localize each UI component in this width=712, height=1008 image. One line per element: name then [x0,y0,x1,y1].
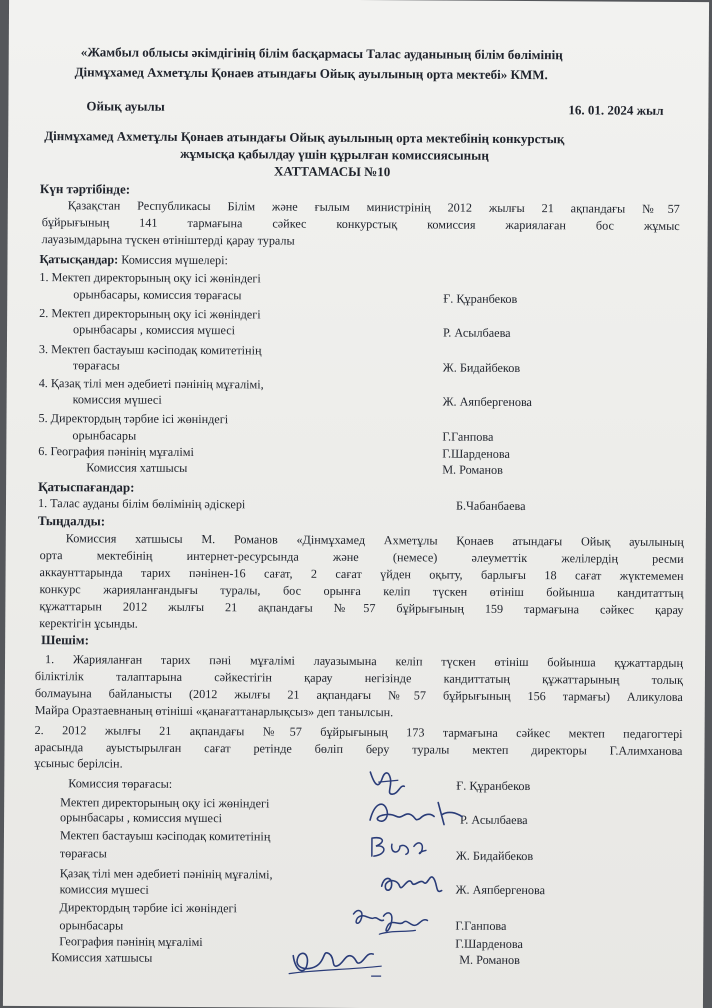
attendee-role: Комиссия хатшысы [86,460,188,475]
decision-line: 2. 2012 жылғы 21 ақпандағы №57 бұйрығының 173 тармағына сәйкес мектеп педагогтері [34,723,683,741]
heard-line: аккаунттарында тарих пәнінен-16 сағат, 2 сағат үйден оқыту, барлығы 18 сағат жүктемемен [39,565,684,584]
attendee-name: Г.Ганпова [442,429,494,444]
agenda-label: Күн тәртібінде: [39,181,131,197]
decision-line: 1. Жарияланған тарих пәні мұғалімі лауазымына келіп түскен өтініш бойынша құжаттардың [45,652,684,671]
attendee-name: Ж. Аяпбергенова [442,394,533,410]
absent-label: Қатыспағандар: [38,479,135,495]
heard-line: Комиссия хатшысы М. Романов «Дінмұхамед Ахметұлы Қонаев атындағы Ойық ауылының [65,531,684,550]
sign-name: М. Романов [459,952,520,968]
absent-name: Б.Чабанбаева [455,498,526,514]
attendee-role: 4. Қазақ тілі мен әдебиеті пәнінің мұғалімі, [38,376,264,392]
decision-label: Шешім: [41,632,90,648]
attendee-role: орынбасары [72,428,137,443]
attendees-label: Қатысқандар: [39,252,119,267]
sign-name: Р. Асылбаева [460,812,528,828]
title-protocol: ХАТТАМАСЫ №10 [273,163,391,180]
attendee-name: Р. Асылбаева [443,325,511,340]
document-page [3,0,709,1008]
sign-role: География пәнінің мұғалімі [59,934,203,950]
signature-bidaibekov [366,830,436,866]
sign-name: Ж. Аяпбергенова [455,882,546,898]
attendee-name: Г.Шарденова [442,446,510,461]
org-header-line2: Дінмұхамед Ахметұлы Қонаев атындағы Ойық ауылының орта мектебі» КММ. [74,64,548,83]
org-header-line1: «Жамбыл облысы әкімдігінің білім басқармасы Талас ауданының білім бөлімінің [80,44,563,63]
title-line1: Дінмұхамед Ахметұлы Қонаев атындағы Ойық ауылының орта мектебінің конкурстық [44,128,565,147]
sign-role: орынбасары [59,918,124,933]
title-line2: жұмысқа қабылдау үшін құрылған комиссиясының [180,145,489,163]
signature-asylbayeva [364,794,474,835]
place: Ойық ауылы [86,98,165,114]
date: 16. 01. 2024 жыл [568,102,664,118]
sign-role: орынбасары , комиссия мүшесі [60,810,223,826]
sign-name: Г.Шарденова [455,936,523,952]
attendee-role: 6. География пәнінің мұғалімі [38,444,194,460]
attendees-sub: Комиссия мүшелері: [118,252,228,268]
attendees-heading [39,252,227,268]
sign-name: Ж. Бидайбеков [455,848,534,864]
sign-role: Мектеп бастауыш кәсіподақ комитетінің [59,828,271,844]
sign-role: Директордың тәрбие ісі жөніндегі [59,900,238,916]
heard-line: құжаттарын 2012 жылғы 21 ақпандағы №57 бұйрығының 159 тармағына сәйкес қарау [39,599,684,618]
heard-line: орта мектебінің интернет-ресурсында және (немесе) әлеуметтік желілердің ресми [39,548,684,567]
sign-role: төрағасы [59,846,107,861]
decision-line: ұсыныс берілсін. [34,756,123,771]
sign-role: Комиссия төрағасы: [68,776,173,791]
sign-role: Мектеп директорының оқу ісі жөніндегі [60,795,270,811]
attendee-name: Ж. Бидайбеков [442,360,521,375]
absent-item: 1. Талас ауданы білім бөлімінің әдіскері [37,496,246,512]
agenda-line: Қазақстан Республикасы Білім және ғылым министрінің 2012 жылғы 21 ақпандағы №57 [67,198,680,216]
sign-role: комиссия мүшесі [59,882,149,897]
attendee-role: орынбасары , комиссия мүшесі [73,322,236,338]
decision-line: арасында ауыстырылған сағат ретінде бөліп беру туралы мектеп директоры Г.Алимханова [34,740,683,758]
signature-ayapbergenova [376,866,450,900]
attendee-role: 2. Мектеп директорының оқу ісі жөніндегі [39,306,261,322]
heard-label: Тыңдалды: [37,513,106,529]
agenda-line: бұйрығының 141 тармағына сәйкес конкурстық комиссия жариялаған бос жұмыс [41,215,680,233]
signature-romanov [285,936,395,987]
sign-role: Комиссия хатшысы [51,950,153,965]
sign-name: Ғ. Құранбеков [456,778,531,794]
attendee-role: 5. Директордың тәрбие ісі жөніндегі [38,411,229,427]
attendee-role: 3. Мектеп бастауыш кәсіподақ комитетінің [38,342,262,358]
attendee-name: Ғ. Құранбеков [443,291,518,306]
attendee-role: төрағасы [72,358,120,373]
decision-line: біліктілік талаптарына сәйкестігін қарау негізінде кандиттатың құжаттарының толық [34,669,683,688]
attendee-role: комиссия мүшесі [72,392,162,407]
agenda-line: лауазымдарына түскен өтініштерді қарау туралы [41,232,295,248]
heard-line: керектігін ұсынды. [39,616,138,631]
attendee-name: М. Романов [442,462,503,477]
decision-line: болмауына байланысты (2012 жылғы 21 ақпандағы №57 бұйрығының 156 тармағы) Аликулова [34,686,683,704]
sign-name: Г.Ганпова [455,918,507,933]
decision-line: Майра Оразтаевнаның өтініші «қанағаттанарлықсыз» деп танылсын. [34,703,394,720]
heard-line: конкурс жарияланғандығы туралы, бос орынға келіп түскен өтініш бойынша кандитаттың [39,582,684,601]
sign-role: Қазақ тілі мен әдебиеті пәнінің мұғалімі, [59,866,273,882]
attendee-role: 1. Мектеп директорының оқу ісі жөніндегі [39,270,261,286]
attendee-role: орынбасары, комиссия төрағасы [73,287,242,303]
